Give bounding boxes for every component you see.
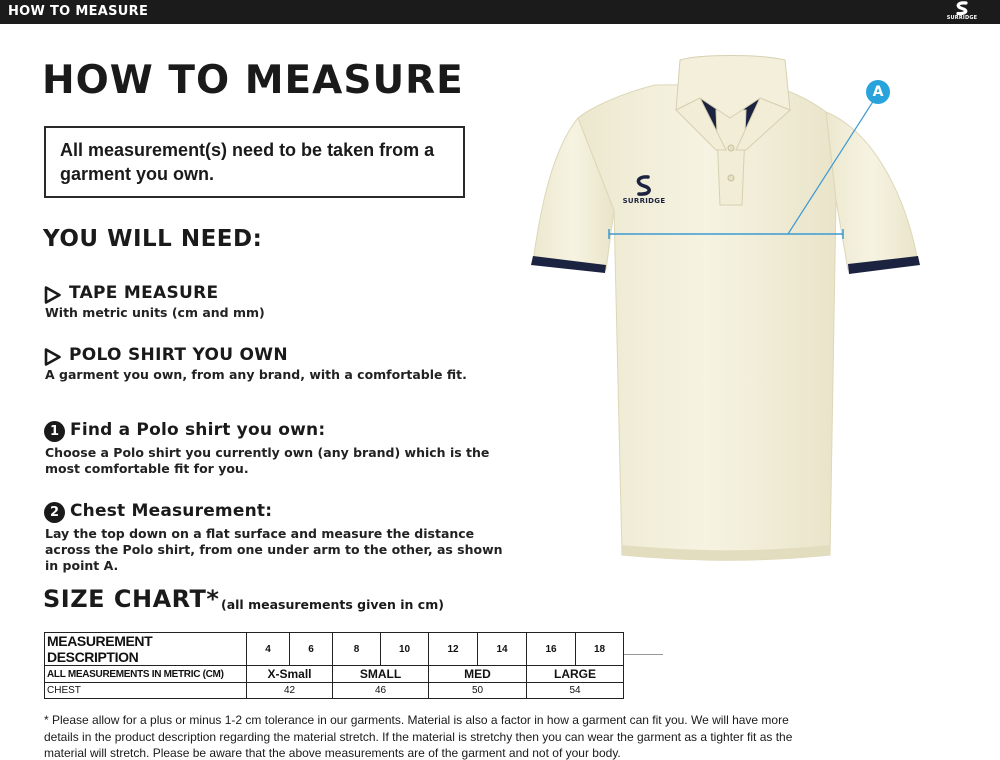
size-cell: 4 xyxy=(247,633,290,666)
chest-value-cell: 46 xyxy=(333,683,429,699)
size-cell: 6 xyxy=(290,633,333,666)
size-group-cell: X-Small xyxy=(247,666,333,683)
size-cell: 8 xyxy=(333,633,381,666)
step-title: Chest Measurement: xyxy=(70,501,273,521)
polo-shirt-illustration xyxy=(520,50,930,570)
table-row xyxy=(45,633,624,666)
need-item-title: TAPE MEASURE xyxy=(69,283,219,303)
size-chart-subheading: (all measurements given in cm) xyxy=(221,597,444,612)
size-group-cell: SMALL xyxy=(333,666,429,683)
size-cell: 10 xyxy=(381,633,429,666)
play-arrow-icon xyxy=(44,348,62,366)
note-text: All measurement(s) need to be taken from a garment you own. xyxy=(60,140,435,184)
need-item-title: POLO SHIRT YOU OWN xyxy=(69,345,288,365)
size-cell: 16 xyxy=(527,633,576,666)
step-number-badge: 1 xyxy=(44,421,65,442)
header-label-cell: MEASUREMENT DESCRIPTION xyxy=(45,633,247,666)
note-box xyxy=(44,126,465,198)
chest-value-cell: 50 xyxy=(429,683,527,699)
size-cell: 12 xyxy=(429,633,478,666)
need-item-desc: A garment you own, from any brand, with a comfortable fit. xyxy=(45,367,467,382)
table-divider xyxy=(624,654,663,655)
size-cell: 18 xyxy=(576,633,624,666)
need-item-desc: With metric units (cm and mm) xyxy=(45,305,265,320)
step-number-badge: 2 xyxy=(44,502,65,523)
play-arrow-icon xyxy=(44,286,62,304)
top-bar xyxy=(0,0,1000,24)
point-a-badge: A xyxy=(866,80,890,104)
table-row xyxy=(45,683,624,699)
surridge-logo-text: SURRIDGE xyxy=(946,15,978,21)
top-bar-title: HOW TO MEASURE xyxy=(8,4,149,19)
chest-label-cell: CHEST xyxy=(45,683,247,699)
need-heading: YOU WILL NEED: xyxy=(43,226,263,252)
shirt-brand-label: SURRIDGE xyxy=(622,197,666,205)
metric-label-cell: ALL MEASUREMENTS IN METRIC (CM) xyxy=(45,666,247,683)
size-chart-heading: SIZE CHART* xyxy=(43,585,220,613)
chest-value-cell: 54 xyxy=(527,683,624,699)
step-desc: Choose a Polo shirt you currently own (any brand) which is the most comfortable fit for you. xyxy=(45,445,490,476)
step-title: Find a Polo shirt you own: xyxy=(70,420,326,440)
page-title: HOW TO MEASURE xyxy=(42,58,464,103)
size-group-cell: MED xyxy=(429,666,527,683)
size-chart-table xyxy=(44,632,624,699)
table-row xyxy=(45,666,624,683)
size-cell: 14 xyxy=(478,633,527,666)
footnote: * Please allow for a plus or minus 1-2 cm tolerance in our garments. Material is also a factor in how a garment can fit you. We will have more details in the product description regarding the material stretch. If the material is stretchy then you can wear the garment as a tighter fit as the material will stretch. Please be aware that the above measurements are of the garment and not of your body. xyxy=(44,713,793,760)
step-desc: Lay the top down on a flat surface and measure the distance across the Polo shirt, from one under arm to the other, as shown in point A. xyxy=(45,526,503,573)
size-group-cell: LARGE xyxy=(527,666,624,683)
chest-value-cell: 42 xyxy=(247,683,333,699)
